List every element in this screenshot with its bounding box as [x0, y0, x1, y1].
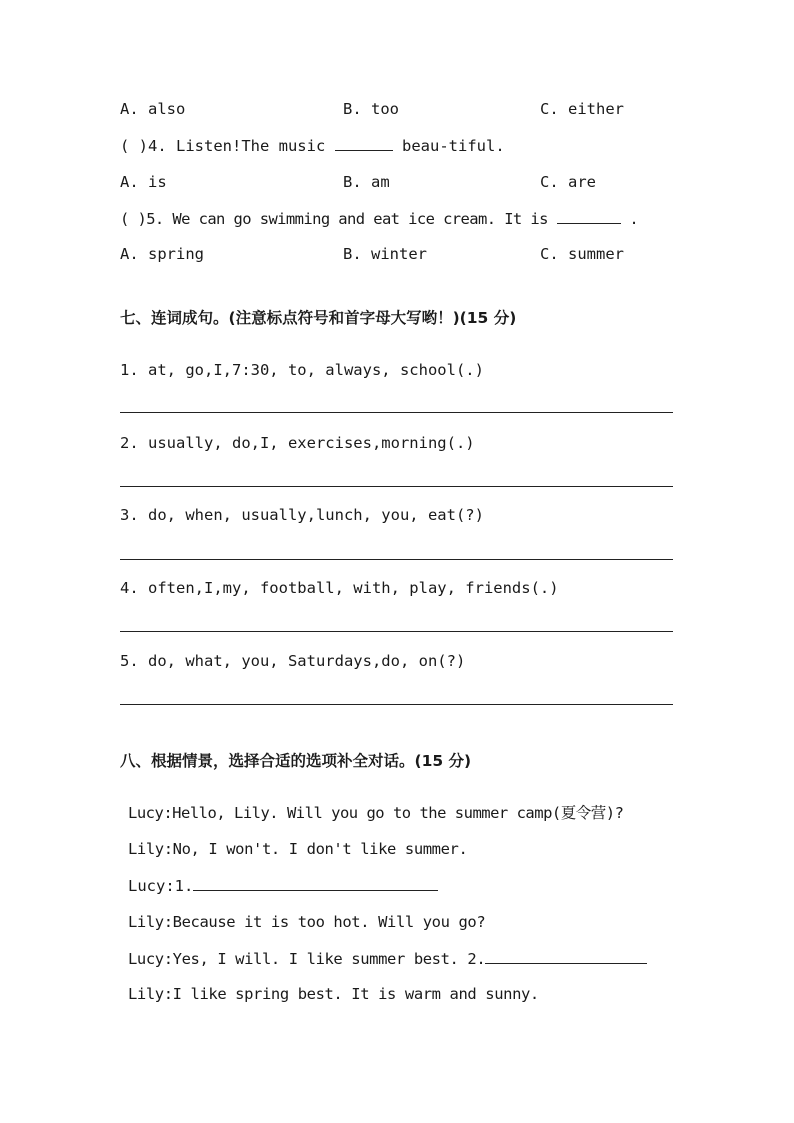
answer-line-4[interactable]	[120, 631, 673, 632]
dialogue-line-1: Lucy:Hello, Lily. Will you go to the summer camp(夏令营)?	[128, 804, 624, 822]
sentence-item-4: 4. often,I,my, football, with, play, friends(.)	[120, 579, 559, 597]
section-8-title: 八、根据情景，选择合适的选项补全对话。(15 分)	[120, 752, 472, 770]
answer-line-3[interactable]	[120, 559, 673, 560]
sentence-item-5: 5. do, what, you, Saturdays,do, on(?)	[120, 652, 466, 670]
question-5-blank[interactable]	[557, 208, 621, 224]
q3-option-b: B. too	[343, 100, 399, 118]
answer-line-1[interactable]	[120, 412, 673, 413]
answer-line-5[interactable]	[120, 704, 673, 705]
question-4-text: ( )4. Listen!The music	[120, 137, 326, 155]
q5-option-b: B. winter	[343, 245, 427, 263]
dialogue-blank-2[interactable]	[485, 948, 647, 964]
q5-option-a: A. spring	[120, 245, 204, 263]
question-4	[120, 135, 505, 156]
q3-option-a: A. also	[120, 100, 186, 118]
section-7-title: 七、连词成句。(注意标点符号和首字母大写哟！)(15 分)	[120, 309, 517, 327]
q3-option-c: C. either	[540, 100, 624, 118]
dialogue-line-3	[128, 875, 438, 896]
question-4-suffix: beau-tiful.	[402, 137, 505, 155]
dialogue-line-3-text: Lucy:1.	[128, 877, 194, 895]
question-5	[120, 208, 638, 229]
sentence-item-2: 2. usually, do,I, exercises,morning(.)	[120, 434, 475, 452]
sentence-item-1: 1. at, go,I,7:30, to, always, school(.)	[120, 361, 484, 379]
dialogue-line-5	[128, 948, 647, 969]
q4-option-a: A. is	[120, 173, 167, 191]
sentence-item-3: 3. do, when, usually,lunch, you, eat(?)	[120, 506, 484, 524]
question-5-text: ( )5. We can go swimming and eat ice cream. It is	[120, 210, 548, 228]
question-5-suffix: .	[629, 210, 639, 228]
q4-option-b: B. am	[343, 173, 390, 191]
q5-option-c: C. summer	[540, 245, 624, 263]
dialogue-line-6: Lily:I like spring best. It is warm and sunny.	[128, 985, 539, 1003]
dialogue-line-5-text: Lucy:Yes, I will. I like summer best. 2.	[128, 950, 486, 968]
dialogue-line-4: Lily:Because it is too hot. Will you go?	[128, 913, 486, 931]
dialogue-blank-1[interactable]	[193, 875, 438, 891]
answer-line-2[interactable]	[120, 486, 673, 487]
dialogue-line-2: Lily:No, I won't. I don't like summer.	[128, 840, 468, 858]
q4-option-c: C. are	[540, 173, 596, 191]
question-4-blank[interactable]	[335, 135, 393, 151]
